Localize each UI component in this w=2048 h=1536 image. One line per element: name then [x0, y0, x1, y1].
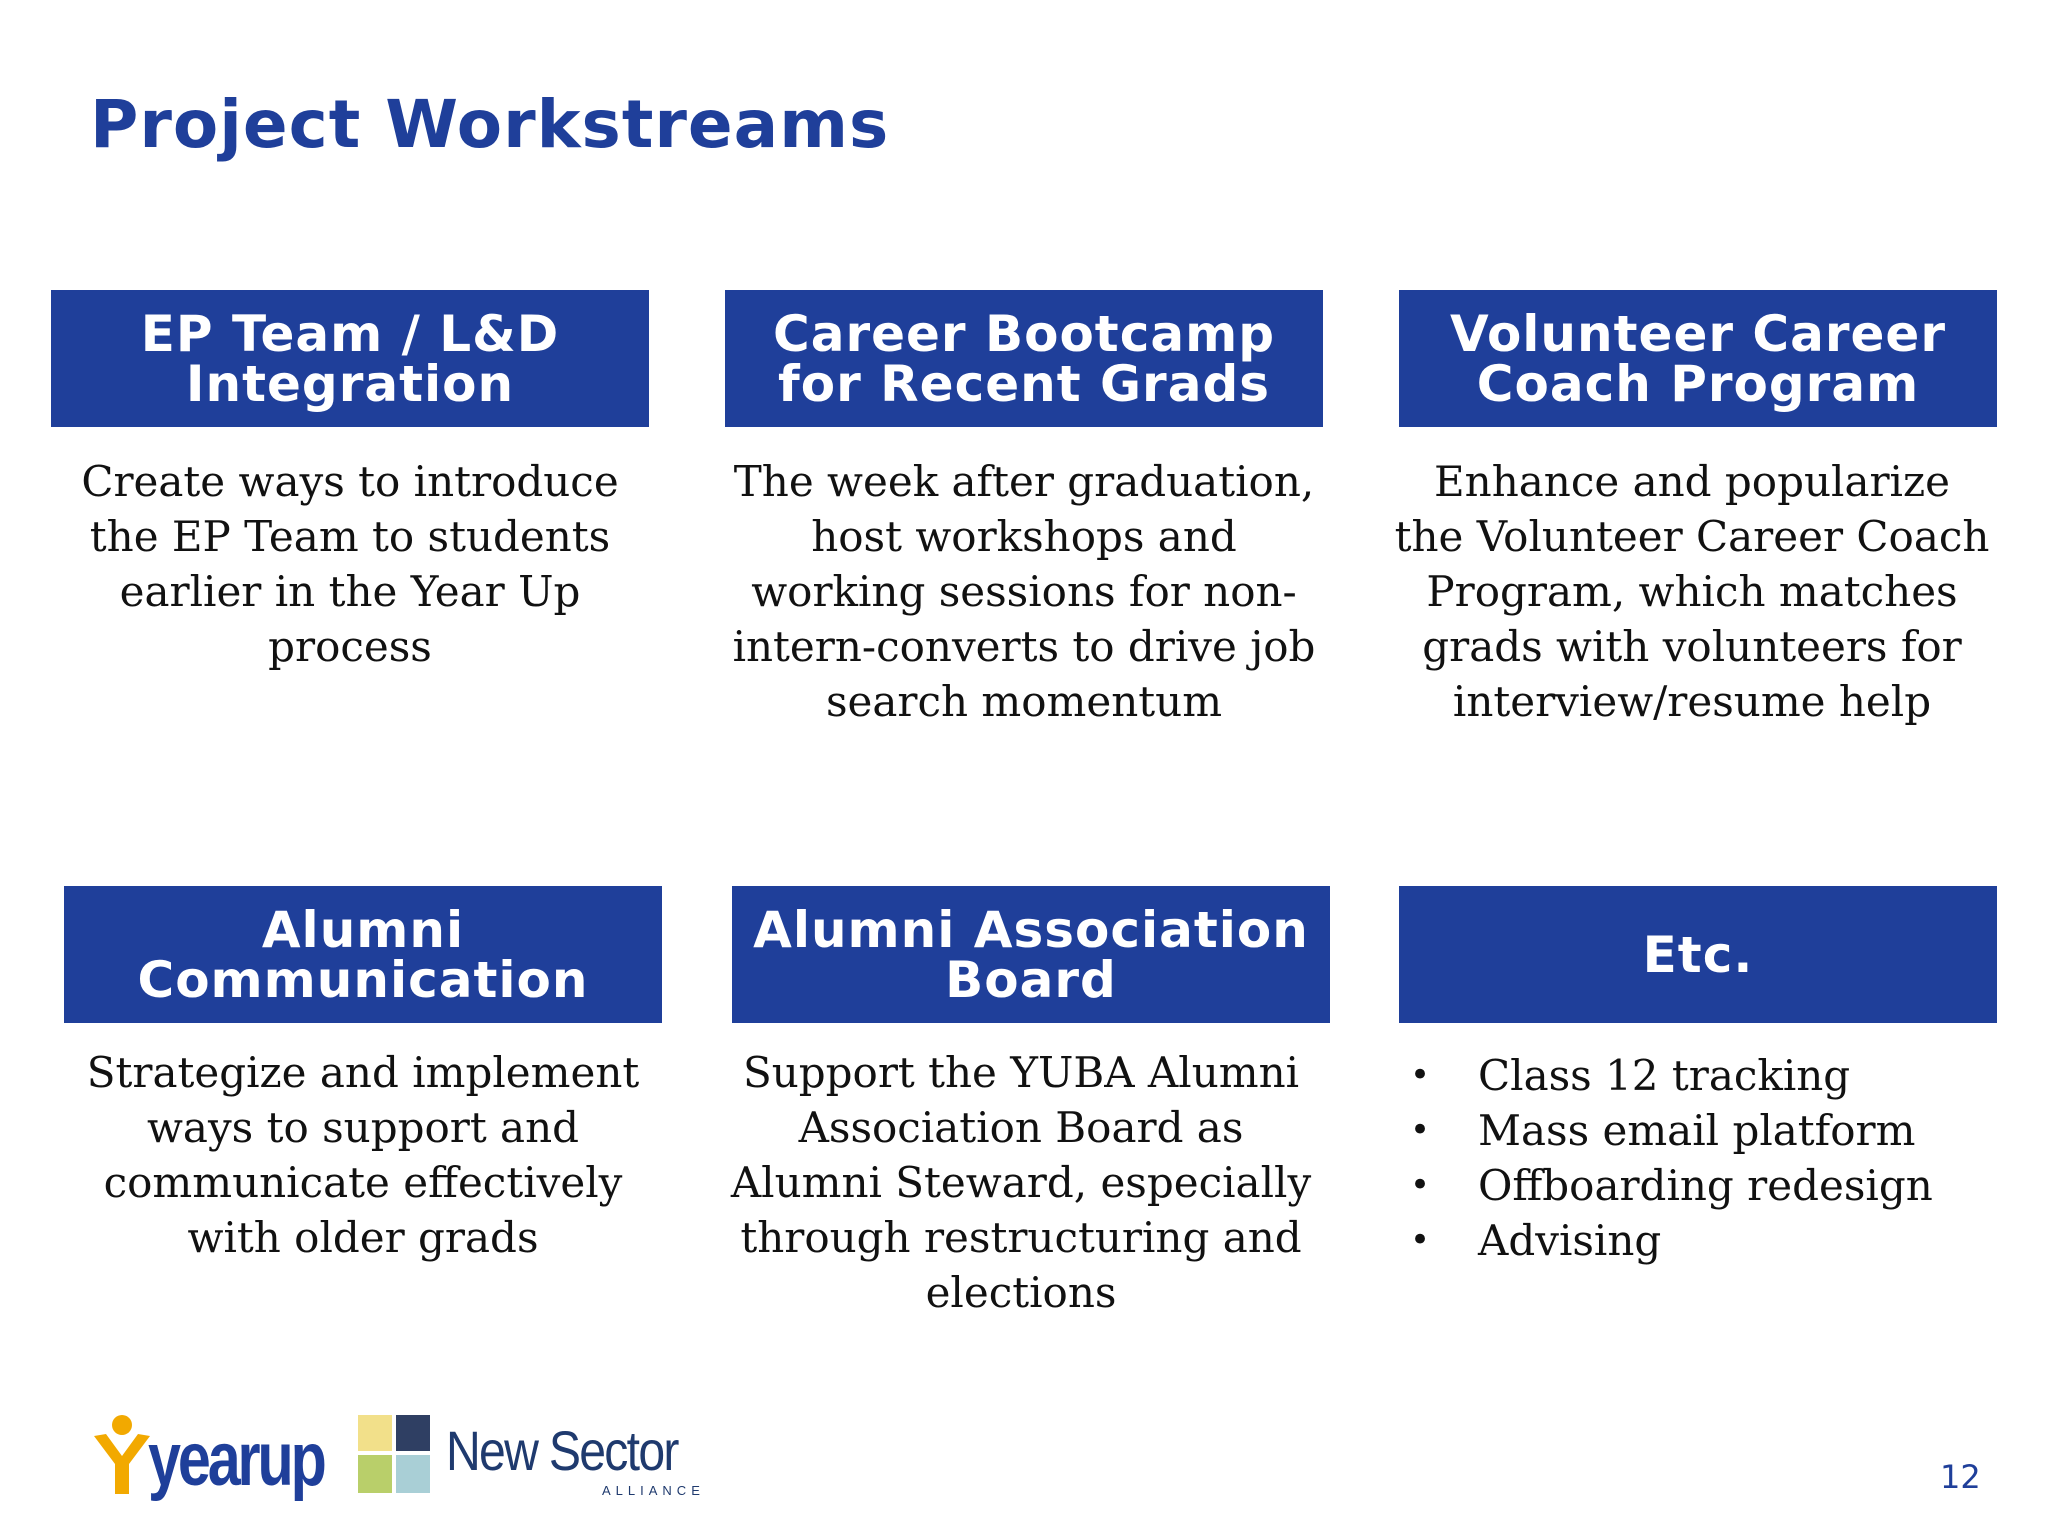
list-item: • Advising: [1410, 1213, 2010, 1268]
etc-bullet-list: [1410, 1048, 2010, 1268]
card-header-line: Career Bootcamp: [773, 304, 1275, 363]
card-header-line: Integration: [185, 354, 515, 413]
new-sector-wordmark: New Sector: [446, 1419, 678, 1482]
card-header-line: Alumni Association: [753, 900, 1309, 959]
page-number: 12: [1940, 1458, 1981, 1496]
card-header-career-bootcamp: [725, 290, 1323, 427]
card-header-line: Communication: [137, 950, 589, 1009]
yearup-figure-icon: [92, 1414, 152, 1494]
new-sector-sub: ALLIANCE: [602, 1483, 705, 1498]
card-body-alumni-communication: Strategize and implement ways to support and communicate effectively with older grads: [86, 1048, 640, 1262]
card-header-alumni-communication: [64, 886, 662, 1023]
list-item: • Offboarding redesign: [1410, 1158, 2010, 1213]
card-header-ep-team: [51, 290, 649, 427]
card-header-line: Etc.: [1642, 925, 1754, 984]
card-header-alumni-board: [732, 886, 1330, 1023]
card-body-ep-team: Create ways to introduce the EP Team to students earlier in the Year Up process: [81, 457, 619, 671]
list-item: • Mass email platform: [1410, 1103, 2010, 1158]
new-sector-logo: [358, 1415, 705, 1498]
card-header-line: Alumni: [261, 900, 465, 959]
card-header-line: Coach Program: [1476, 354, 1920, 413]
new-sector-squares-icon: [358, 1415, 430, 1493]
card-body-alumni-board: Support the YUBA Alumni Association Board as Alumni Steward, especially through restructuring and elections: [730, 1048, 1312, 1317]
card-body-volunteer-coach: Enhance and popularize the Volunteer Career Coach Program, which matches grads with volunteers for interview/resume help: [1394, 457, 1990, 726]
card-header-etc: [1399, 886, 1997, 1023]
card-header-line: EP Team / L&D: [140, 304, 560, 363]
card-body-career-bootcamp: The week after graduation, host workshops and working sessions for non- intern-converts to drive job search momentum: [732, 457, 1316, 726]
card-header-line: Board: [945, 950, 1117, 1009]
yearup-logo: [92, 1410, 373, 1502]
list-item: • Class 12 tracking: [1410, 1048, 2010, 1103]
card-header-line: Volunteer Career: [1449, 304, 1946, 363]
card-header-volunteer-coach: [1399, 290, 1997, 427]
yearup-wordmark: yearup: [148, 1417, 324, 1502]
slide-title: Project Workstreams: [90, 86, 890, 163]
card-header-line: for Recent Grads: [777, 354, 1271, 413]
